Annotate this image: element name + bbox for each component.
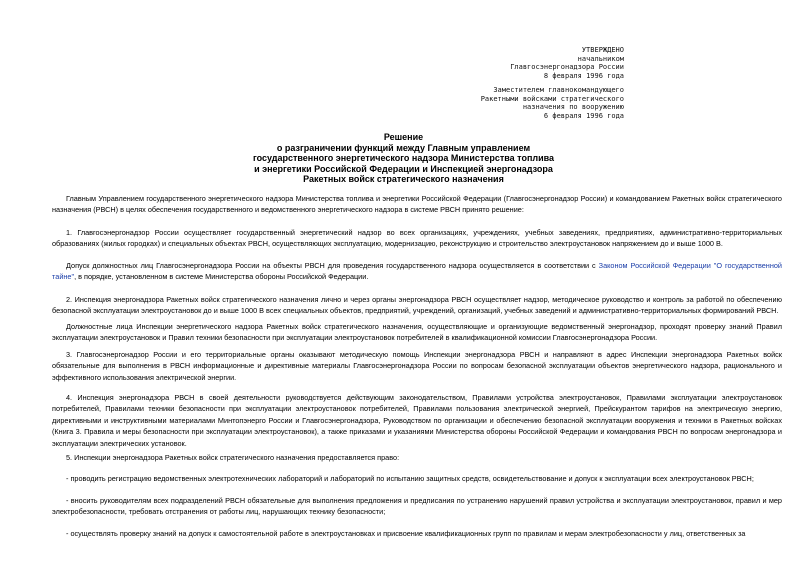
- agreement-stamp: [481, 86, 624, 120]
- title-line: государственного энергетического надзора Министерства топлива: [252, 153, 555, 164]
- right-item-orders: - вносить руководителям всех подразделений РВСН обязательные для выполнения предложения и предписания по устранению нарушений правил устройства и эксплуатации электроустановок, правил и мер электробезопасности, требовать отстранения от работы лиц, нарушающих технику безопасности;: [52, 496, 782, 517]
- paragraph-officials: Должностные лица Инспекции энергетического надзора Ракетных войск стратегического назначения, осуществляющие и организующие ведомственный энергонадзор, проходят проверку знаний Правил эксплуатации электроустановок и Правил техники безопасности при эксплуатации электроустановок потребителей в квалификационной комиссии Главгосэнергонадзора России.: [52, 322, 782, 343]
- document-title: [0, 132, 807, 185]
- right-item-registration: - проводить регистрацию ведомственных электротехнических лабораторий и лабораторий по испытанию защитных средств, освидетельствование и допуск к эксплуатации всех электроустановок РВСН;: [66, 474, 754, 483]
- approval-line: 8 февраля 1996 года: [543, 71, 624, 80]
- title-line: и энергетики Российской Федерации и Инспекцией энергонадзора: [254, 163, 553, 174]
- agreement-line: 6 февраля 1996 года: [543, 111, 624, 120]
- agreement-line: назначения по вооружению: [522, 103, 624, 112]
- intro-paragraph: Главным Управлением государственного энергетического надзора Министерства топлива и энергетики Российской Федерации (Главгосэнергонадзор России) и командованием Ракетных войск стратегического назначения (РВСН) в целях обеспечения государственного и ведомственного энергетического надзора в системе РВСН принято решение:: [52, 194, 782, 215]
- state-secret-law-link[interactable]: Законом Российской Федерации "О государственной тайне": [52, 261, 783, 282]
- title-line: Ракетных войск стратегического назначения: [303, 174, 504, 185]
- title-heading: Решение: [383, 132, 424, 142]
- title-line: о разграничении функций между Главным управлением: [276, 142, 531, 153]
- paragraph-3: 3. Главгосэнергонадзор России и его территориальные органы оказывают методическую помощь Инспекции энергонадзора РВСН и направляют в адрес Инспекции энергонадзора Ракетных войск обязательные для выполнения в РВСН информационные и директивные материалы Главгосэнергонадзора России по вопросам безопасной эксплуатации объектов энергетического надзора, рационального и эффективного использования электрической энергии.: [52, 350, 782, 382]
- approval-line: начальником: [577, 54, 624, 63]
- paragraph-2: 2. Инспекция энергонадзора Ракетных войск стратегического назначения лично и через органы энергонадзора РВСН осуществляет надзор, методическое руководство и контроль за работой по обеспечению безопасной эксплуатации электроустановок до и выше 1000 В всех специальных объектов, предприятий, учреждений, организаций, учебных заведений и административно-территориальных формирований РВСН.: [52, 295, 782, 316]
- paragraph-access-text-end: , в порядке, установленном в системе Министерства обороны Российской Федерации.: [74, 272, 369, 282]
- paragraph-5: 5. Инспекции энергонадзора Ракетных войск стратегического назначения предоставляется право:: [66, 453, 400, 462]
- approval-line: Главгосэнергонадзора России: [510, 63, 624, 72]
- paragraph-4: 4. Инспекция энергонадзора РВСН в своей деятельности руководствуется действующим законодательством, Правилами устройства электроустановок, Правилами эксплуатации электроустановок потребителей, Правилами техники безопасности при эксплуатации электроустановок потребителей, Правилами пользования электрической энергией, Прейскурантом тарифов на электрическую энергию, директивными и инструктивными материалами Минтопэнерго России и Главгосэнергонадзора, Руководством по организации и обеспечению безопасной эксплуатации вооружения и техники в Ракетных войсках (Книга 3. Правила и меры безопасности при эксплуатации электроустановок), а также приказами и указаниями Министерства обороны Российской Федерации и командования РВСН по вопросам энергонадзора и эксплуатации электрических установок.: [52, 393, 782, 448]
- approval-line: УТВЕРЖДЕНО: [581, 46, 624, 54]
- paragraph-access: [52, 260, 782, 283]
- paragraph-1: 1. Главгосэнергонадзор России осуществляет государственный энергетический надзор во всех организациях, учреждениях, учебных заведениях, предприятиях, административно-территориальных образованиях (жилых городках) и специальных объектах РВСН, осуществляющих эксплуатацию, модернизацию, реконструкцию и строительство электроустановок напряжением до и выше 1000 В.: [52, 228, 782, 249]
- agreement-line: Заместителем главнокомандующего: [493, 86, 624, 94]
- right-item-knowledge-check: - осуществлять проверку знаний на допуск к самостоятельной работе в электроустановках и присвоение квалификационных групп по правилам и мерам электробезопасности у лиц, ответственных за: [66, 529, 746, 538]
- approval-stamp: [510, 46, 624, 80]
- agreement-line: Ракетными войсками стратегического: [480, 94, 624, 103]
- paragraph-access-text: Допуск должностных лиц Главгосэнергонадзора России на объекты РВСН для проведения государственного надзора осуществляется в соответствии с: [66, 261, 599, 270]
